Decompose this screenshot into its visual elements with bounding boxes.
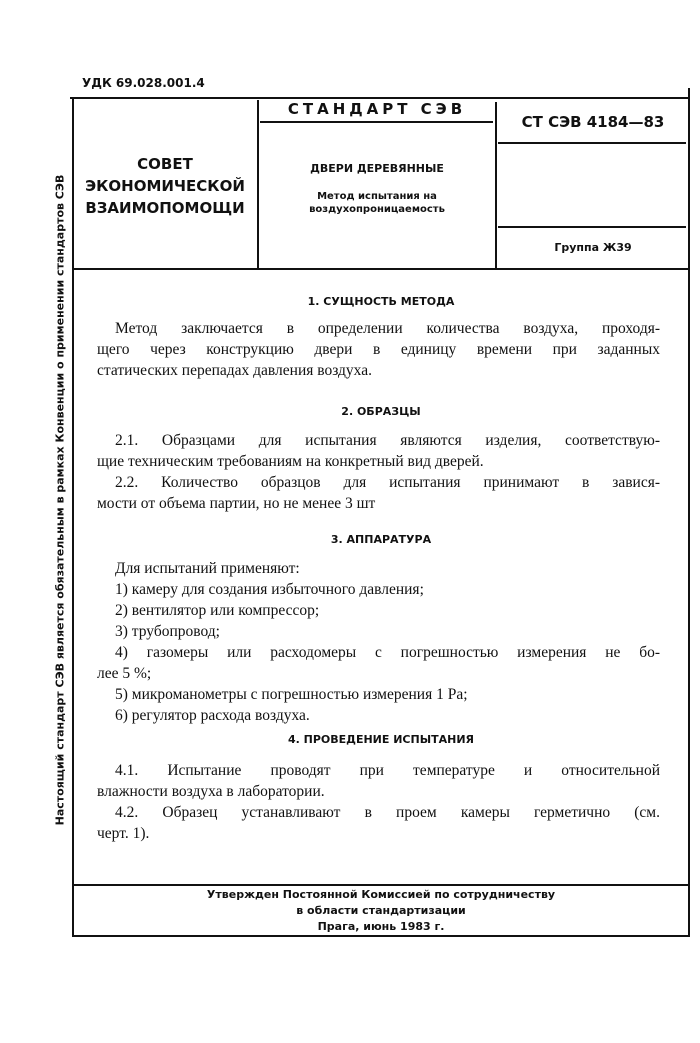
text-line: 2.1. Образцами для испытания являются изделия, соответствую- <box>115 432 660 449</box>
header-divider-1 <box>257 100 259 268</box>
subtitle-line: Метод испытания на <box>317 191 437 202</box>
frame-right-line <box>688 88 690 936</box>
document-subtitle <box>259 190 495 216</box>
text-line: 4.2. Образец устанавливают в проем камеры герметично (см. <box>115 804 660 821</box>
footer-bottom-line <box>72 935 690 937</box>
text-line: Для испытаний применяют: <box>115 560 300 577</box>
org-line: СОВЕТ <box>137 155 193 173</box>
list-item: 4) газомеры или расходомеры с погрешностью измерения не бо- <box>115 644 660 661</box>
approval-line: в области стандартизации <box>296 904 466 917</box>
frame-top-line <box>70 97 690 99</box>
org-line: ЭКОНОМИЧЕСКОЙ <box>85 177 245 195</box>
header-bottom-line <box>72 268 690 270</box>
text-line: 2.2. Количество образцов для испытания принимают в завися- <box>115 474 660 491</box>
frame-left-line <box>72 97 74 937</box>
group-label: Группа Ж39 <box>554 241 632 254</box>
list-item: 6) регулятор расхода воздуха. <box>115 707 310 724</box>
document-title: ДВЕРИ ДЕРЕВЯННЫЕ <box>310 162 444 175</box>
standard-label: СТАНДАРТ СЭВ <box>287 100 467 118</box>
text-line: черт. 1). <box>97 825 150 842</box>
standard-underline <box>260 121 493 123</box>
header-divider-2 <box>495 102 497 268</box>
approval-line: Прага, июнь 1983 г. <box>317 920 445 933</box>
section-heading: 4. ПРОВЕДЕНИЕ ИСПЫТАНИЯ <box>287 733 475 746</box>
text-line: Метод заключается в определении количества воздуха, проходя- <box>115 320 660 337</box>
text-line: 4.1. Испытание проводят при температуре и относительной <box>115 762 660 779</box>
approval-line: Утвержден Постоянной Комиссией по сотрудничеству <box>206 888 556 901</box>
text-line: мости от объема партии, но не менее 3 шт <box>97 495 376 512</box>
text-line: статических перепадах давления воздуха. <box>97 362 372 379</box>
text-line: влажности воздуха в лаборатории. <box>97 783 325 800</box>
list-item: 2) вентилятор или компрессор; <box>115 602 320 619</box>
list-item: 5) микроманометры с погрешностью измерения 1 Ра; <box>115 686 468 703</box>
udk-code: УДК 69.028.001.4 <box>82 76 205 90</box>
text-line: щего через конструкцию двери в единицу времени при заданных <box>97 341 660 358</box>
organization-name <box>74 153 256 219</box>
list-item: 3) трубопровод; <box>115 623 220 640</box>
code-underline <box>498 142 686 144</box>
approval-note <box>74 887 688 935</box>
group-overline <box>498 226 686 228</box>
text-line: щие техническим требованиям на конкретный вид дверей. <box>97 453 484 470</box>
list-item: 1) камеру для создания избыточного давления; <box>115 581 424 598</box>
standard-code: СТ СЭВ 4184—83 <box>521 113 665 131</box>
section-heading: 3. АППАРАТУРА <box>330 533 432 546</box>
org-line: ВЗАИМОПОМОЩИ <box>85 199 245 217</box>
footer-top-line <box>72 884 690 886</box>
side-note: Настоящий стандарт СЭВ является обязательным в рамках Конвенции о применении стандартов СЭВ <box>53 174 67 826</box>
section-heading: 1. СУЩНОСТЬ МЕТОДА <box>307 295 455 308</box>
subtitle-line: воздухопроницаемость <box>309 204 445 215</box>
list-item: лее 5 %; <box>97 665 152 682</box>
section-heading: 2. ОБРАЗЦЫ <box>341 405 421 418</box>
